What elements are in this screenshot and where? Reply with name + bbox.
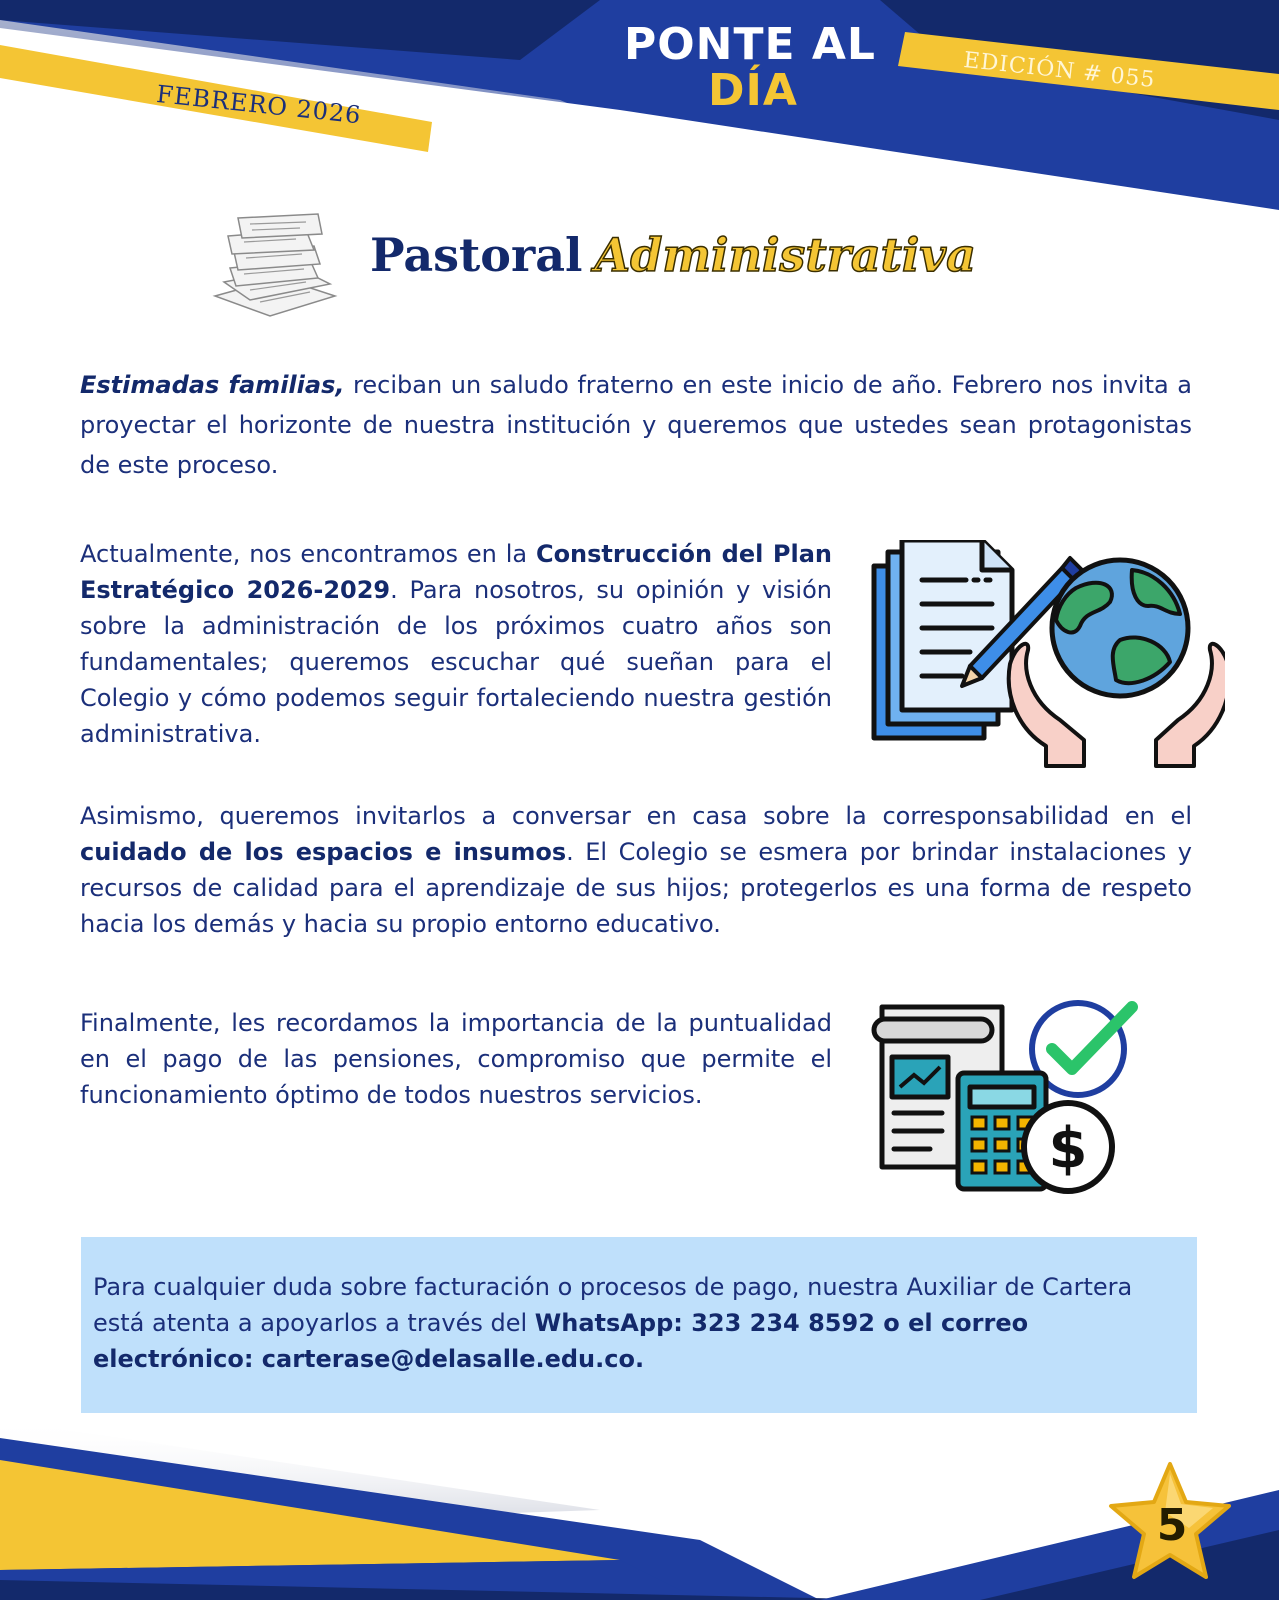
spaces-care-paragraph	[80, 798, 1192, 942]
strategic-plan-highlight: Construcción del Plan Estratégico 2026-2029	[80, 540, 832, 604]
page-number: 5	[1156, 1500, 1188, 1551]
issue-date: FEBRERO 2026	[155, 80, 363, 130]
greeting: Estimadas familias,	[80, 371, 345, 399]
masthead-line2: DÍA	[708, 65, 798, 116]
paper-stack-icon	[210, 208, 340, 323]
billing-contact-text-a: Para cualquier duda sobre facturación o procesos de pago, nuestra Auxiliar de Cartera está atenta a apoyarlos a través del	[93, 1273, 1133, 1337]
strategic-plan-text-a: Actualmente, nos encontramos en la	[80, 540, 536, 568]
billing-contact-text	[93, 1269, 1185, 1377]
spaces-care-text-b: . El Colegio se esmera por brindar instalaciones y recursos de calidad para el aprendizaje de sus hijos; protegerlos es una forma de respeto hacia los demás y hacia su propio entorno educativo.	[80, 838, 1192, 938]
footer-banner	[0, 1420, 1279, 1600]
invoice-calculator-checkmark-dollar-icon	[870, 997, 1155, 1197]
svg-text:$: $	[1048, 1116, 1088, 1181]
section-title-part2: Administrativa	[594, 228, 976, 282]
spaces-care-text-a: Asimismo, queremos invitarlos a conversar en casa sobre la corresponsabilidad en el	[80, 802, 1192, 830]
documents-and-globe-in-hands-icon	[870, 540, 1225, 770]
strategic-plan-paragraph	[80, 536, 832, 752]
payments-paragraph	[80, 1005, 832, 1113]
intro-text: reciban un saludo fraterno en este inicio de año. Febrero nos invita a proyectar el horizonte de nuestra institución y queremos que ustedes sean protagonistas de este proceso.	[80, 371, 1192, 479]
masthead-line1: PONTE AL	[624, 19, 876, 70]
masthead-logo	[560, 19, 940, 116]
edition-number: EDICIÓN # 055	[962, 48, 1157, 93]
strategic-plan-text-b: . Para nosotros, su opinión y visión sobre la administración de los próximos cuatro años son fundamentales; queremos escuchar qué sueñan para el Colegio y cómo podemos seguir fortaleciendo nuestra gestión administrativa.	[80, 576, 832, 748]
billing-contact-box	[81, 1237, 1197, 1413]
spaces-care-highlight: cuidado de los espacios e insumos	[80, 838, 567, 866]
section-title	[370, 228, 976, 282]
payments-text: Finalmente, les recordamos la importancia de la puntualidad en el pago de las pensiones, compromiso que permite el funcionamiento óptimo de todos nuestros servicios.	[80, 1009, 832, 1109]
billing-contact-details: WhatsApp: 323 234 8592 o el correo electrónico: carterase@delasalle.edu.co.	[93, 1309, 1029, 1373]
section-title-part1: Pastoral	[370, 228, 583, 282]
intro-paragraph	[80, 365, 1192, 485]
